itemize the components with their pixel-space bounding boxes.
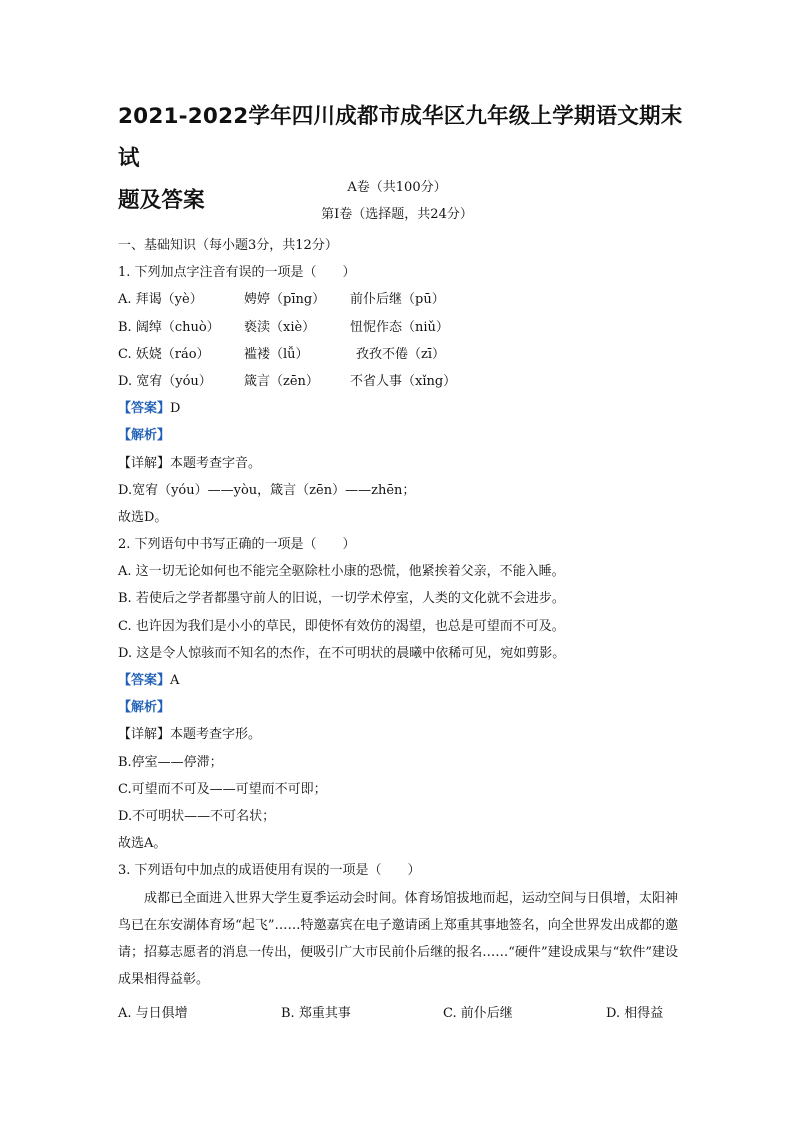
analysis-tag: 【解析】 [118, 428, 171, 444]
question-3-stem: 3. 下列语句中加点的成语使用有误的一项是（ ） [118, 863, 421, 879]
question-2-analysis [118, 694, 678, 721]
volume-1-heading: 第Ⅰ卷（选择题，共24分） [321, 207, 473, 222]
title-line-2: 题及答案 [118, 188, 205, 213]
option-c-word-2: 褴褛（lǚ） [244, 346, 309, 362]
question-1-option-a [118, 286, 678, 313]
document-body [118, 232, 678, 1031]
option-b-word-1: B. 阔绰（chuò） [118, 319, 220, 335]
section-heading: 一、基础知识（每小题3分，共12分） [118, 238, 338, 253]
question-3-option-c: C. 前仆后继 [443, 1006, 513, 1022]
question-3-option-d: D. 相得益 [606, 1006, 664, 1022]
question-2-conclusion: 故选A。 [118, 836, 167, 852]
question-1-conclusion: 故选D。 [118, 509, 168, 525]
question-1-detail [118, 450, 678, 477]
question-2-option-d: D. 这是令人惊骇而不知名的杰作，在不可明状的晨曦中依稀可见，宛如剪影。 [118, 645, 566, 661]
question-1-analysis [118, 422, 678, 449]
answer-value: D [170, 401, 181, 417]
detail-text: 本题考查字音。 [170, 455, 262, 471]
question-1-explanation: D.宽宥（yóu）——yòu，箴言（zēn）——zhēn； [118, 482, 416, 498]
detail-tag: 【详解】 [118, 455, 171, 471]
question-3-passage: 成都已全面进入世界大学生夏季运动会时间。体育场馆拔地而起，运动空间与日俱增，太阳神鸟已在东安湖体育场“起飞”……特邀嘉宾在电子邀请函上郑重其事地签名，向全世界发出成都的邀请；招募志愿者的消息一传出，便吸引广大市民前仆后继的报名……“硬件”建设成果与“软件”建设成果相得益彰。 [118, 890, 678, 988]
question-3-options [118, 997, 678, 1031]
question-1-option-b [118, 314, 678, 341]
answer-tag: 【答案】 [118, 673, 171, 688]
question-2-answer [118, 667, 678, 694]
analysis-tag: 【解析】 [118, 700, 171, 716]
detail-tag: 【详解】 [118, 727, 171, 743]
question-3-option-b: B. 郑重其事 [281, 1006, 351, 1022]
option-a-word-3: 前仆后继（pū） [350, 292, 445, 308]
question-1-stem: 1. 下列加点字注音有误的一项是（ ） [118, 265, 356, 281]
question-3-option-a: A. 与日俱增 [118, 1006, 188, 1022]
option-c-word-3: 孜孜不倦（zī） [356, 346, 446, 362]
volume-a-heading: A卷（共100分） [347, 180, 447, 195]
title-line-1: 2021-2022学年四川成都市成华区九年级上学期语文期末试 [118, 104, 683, 171]
question-2-explanation-b: B.停室——停滞； [118, 754, 223, 770]
option-a-word-1: A. 拜谒（yè） [118, 292, 203, 308]
question-2-stem: 2. 下列语句中书写正确的一项是（ ） [118, 537, 356, 553]
question-2-option-a: A. 这一切无论如何也不能完全驱除杜小康的恐慌，他紧挨着父亲，不能入睡。 [118, 564, 565, 580]
question-2-detail [118, 721, 678, 748]
option-b-word-3: 忸怩作态（niǔ） [350, 319, 449, 335]
option-d-word-1: D. 宽宥（yóu） [118, 373, 212, 389]
answer-tag: 【答案】 [118, 401, 171, 417]
question-2-explanation-c: C.可望而不可及——可望而不可即； [118, 781, 327, 797]
option-c-word-1: C. 妖娆（ráo） [118, 346, 210, 362]
answer-value: A [170, 673, 180, 688]
question-2-option-c: C. 也许因为我们是小小的草民，即使怀有效仿的渴望，也总是可望而不可及。 [118, 618, 565, 634]
option-d-word-3: 不省人事（xǐng） [350, 373, 457, 389]
option-d-word-2: 箴言（zēn） [244, 373, 319, 389]
option-b-word-2: 亵渎（xiè） [244, 319, 316, 335]
question-2-explanation-d: D.不可明状——不可名状； [118, 808, 276, 824]
question-1-option-d [118, 368, 678, 395]
option-a-word-2: 娉婷（pīng） [244, 292, 326, 308]
question-1-answer [118, 395, 678, 422]
document-title [118, 96, 688, 222]
question-1-option-c [118, 341, 678, 368]
question-2-option-b: B. 若使后之学者都墨守前人的旧说，一切学术停室，人类的文化就不会进步。 [118, 591, 565, 607]
detail-text: 本题考查字形。 [170, 727, 262, 743]
